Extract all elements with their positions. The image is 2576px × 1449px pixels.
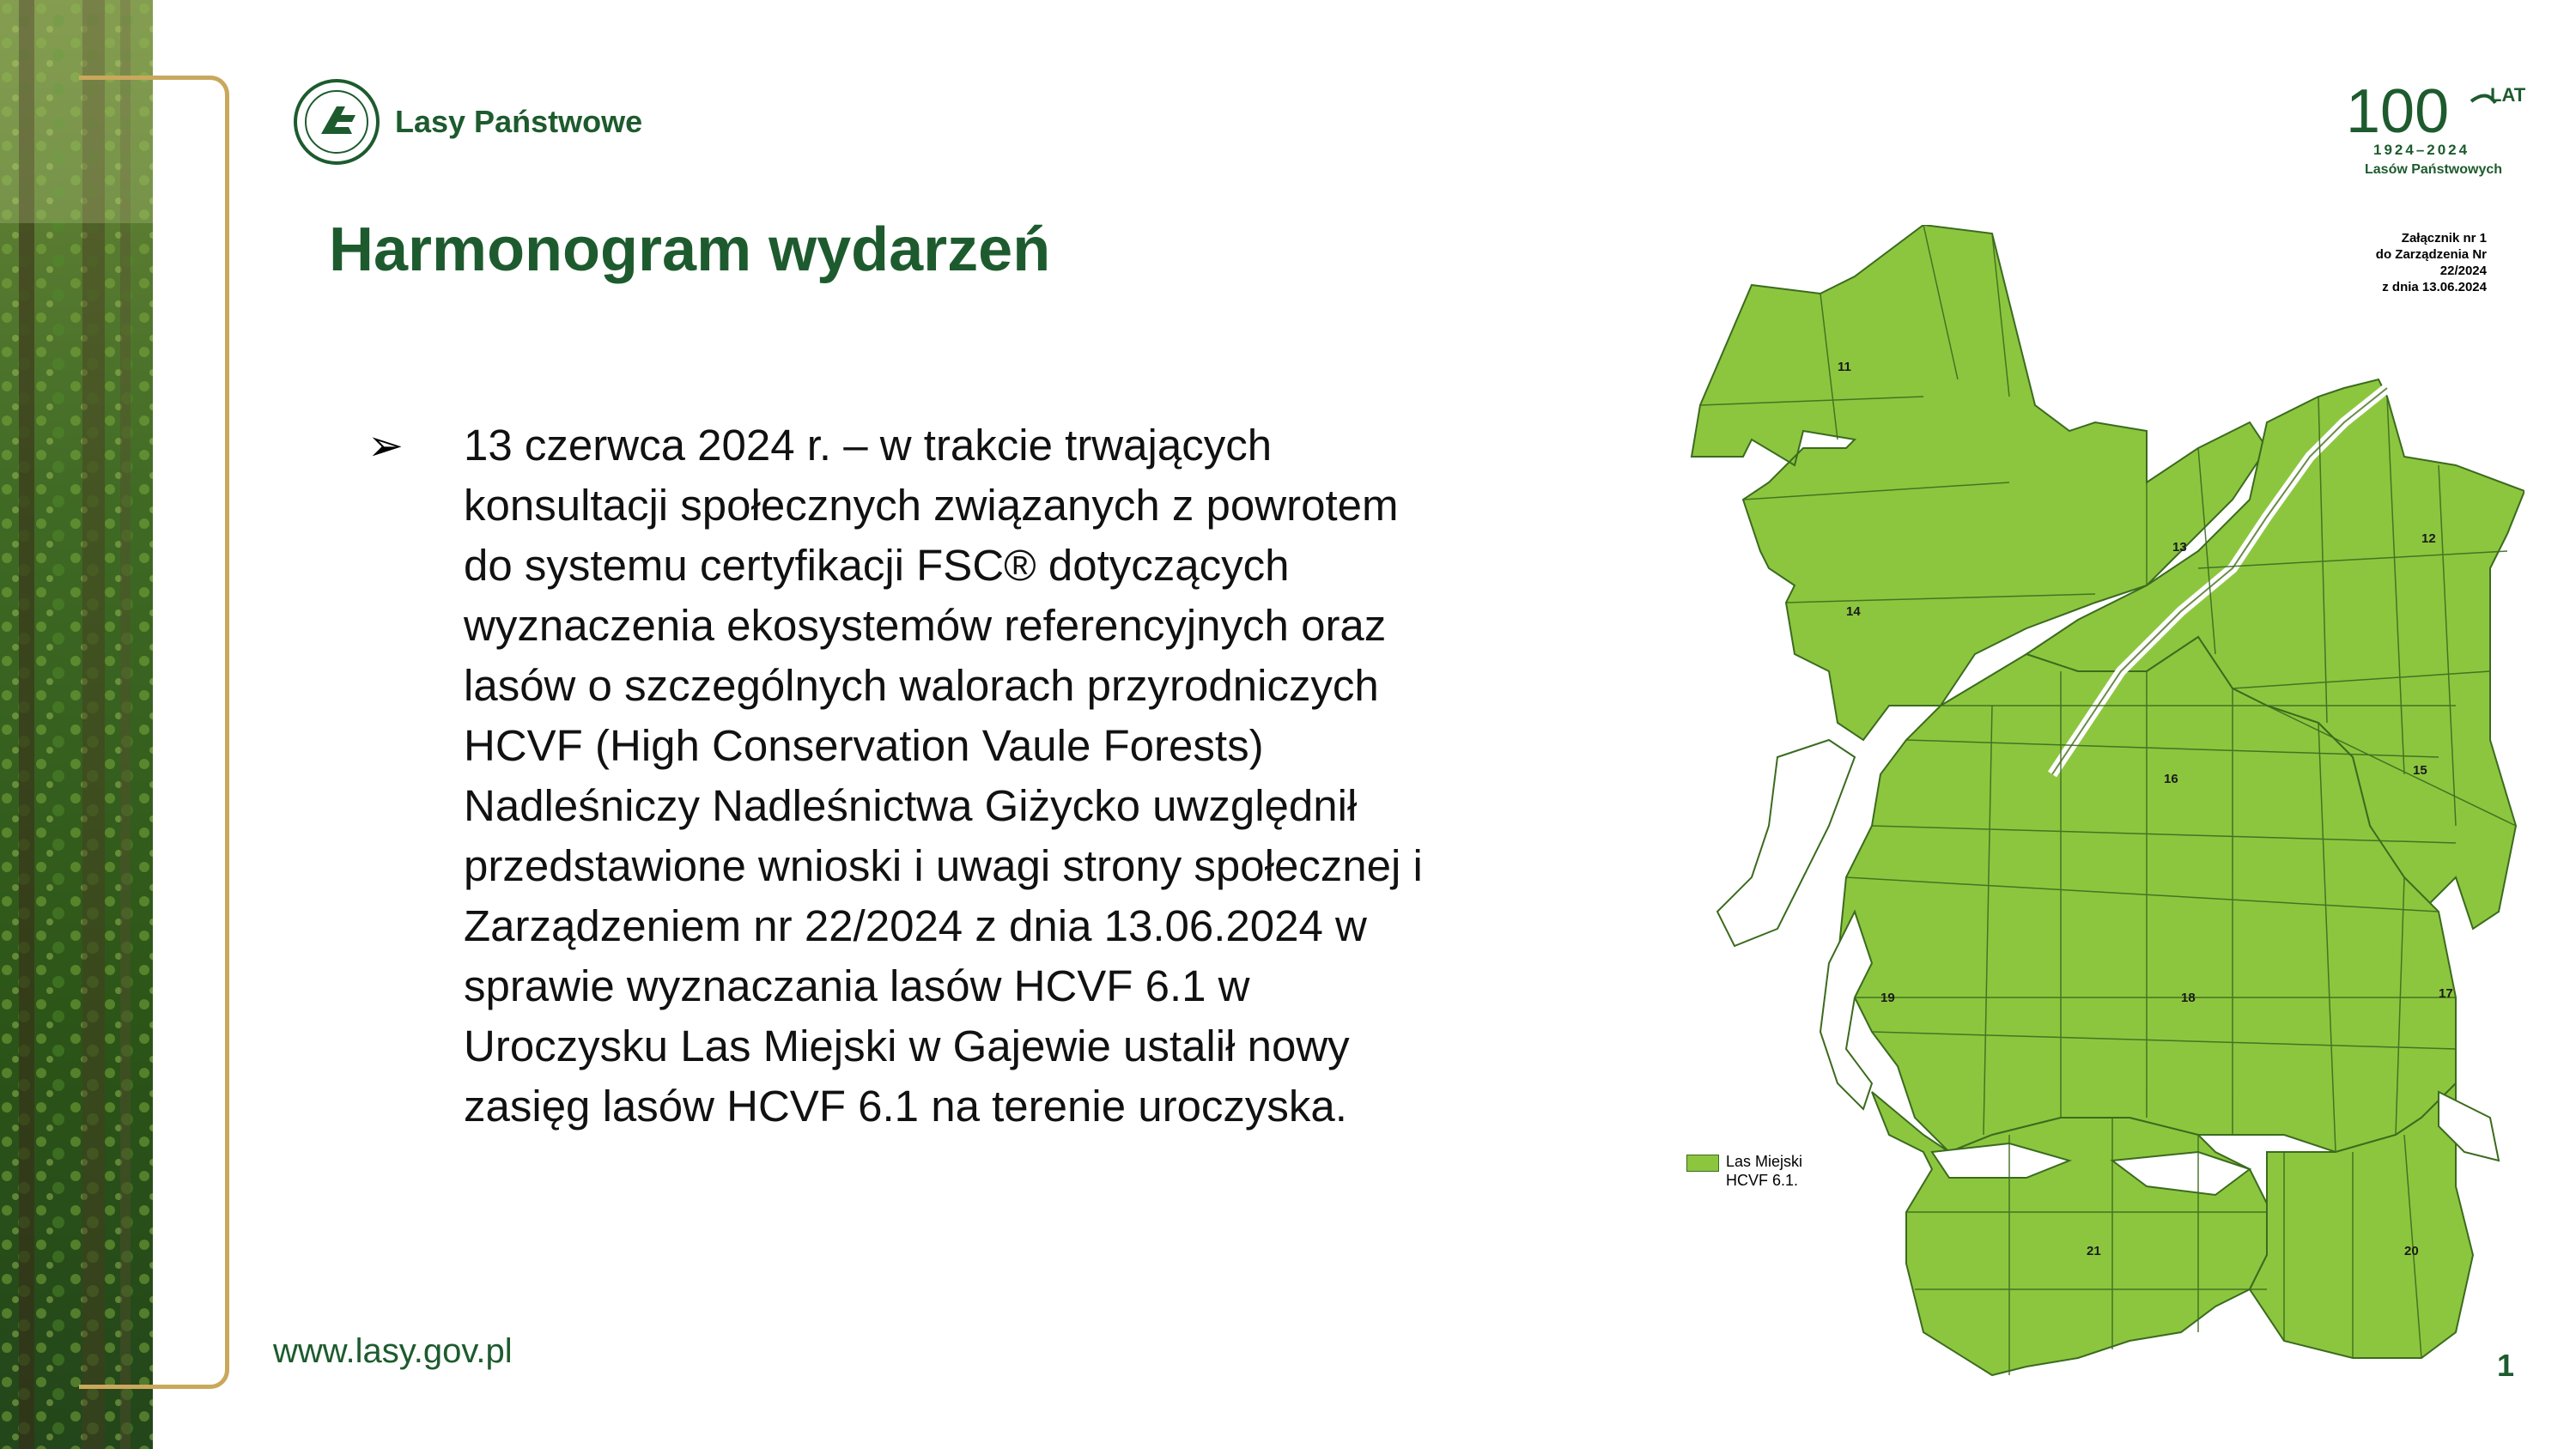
anniversary-years: 1924–2024 [2373, 142, 2470, 158]
anniversary-number: 100 [2346, 77, 2450, 146]
map-compartment-label: 21 [2087, 1244, 2101, 1258]
legend-line-1: Las Miejski [1726, 1153, 1803, 1170]
annex-line-2: do Zarządzenia Nr [2375, 247, 2487, 262]
map-compartment-label: 19 [1880, 991, 1895, 1005]
page-number: 1 [2497, 1348, 2515, 1383]
annex-line-3: 22/2024 [2439, 264, 2487, 278]
map-compartment-label: 13 [2172, 540, 2187, 555]
lasy-panstwowe-logo [292, 77, 642, 167]
page-title: Harmonogram wydarzeń [329, 215, 1051, 284]
map-compartment-label: 20 [2404, 1244, 2419, 1258]
legend-swatch [1686, 1155, 1719, 1172]
lasy-panstwowe-seal-icon [292, 77, 381, 167]
annex-line-4: z dnia 13.06.2024 [2382, 280, 2487, 294]
annex-line-1: Załącznik nr 1 [2401, 231, 2487, 246]
bullet-list-item [368, 415, 1449, 1137]
map-compartment-label: 11 [1838, 360, 1851, 374]
map-compartment-label: 14 [1846, 604, 1861, 619]
org-name: Lasy Państwowe [395, 104, 643, 139]
anniversary-org: Lasów Państwowych [2365, 162, 2503, 177]
map-non-hcvf-area-west [1717, 740, 1855, 946]
event-description: 13 czerwca 2024 r. – w trakcie trwających konsultacji społecznych związanych z powrotem do systemu certyfikacji FSC® dotyczących wyznaczenia ekosystemów referencyjnych oraz lasów o szczególnych walorach przyrodniczych HCVF (High Conservation Vaule Forests) Nadleśniczy Nadleśnictwa Giżycko uwzględnił przedstawione wnioski i uwagi strony społecznej i Zarządzeniem nr 22/2024 z dnia 13.06.2024 w sprawie wyznaczania lasów HCVF 6.1 w Uroczysku Las Miejski w Gajewie ustalił nowy zasięg lasów HCVF 6.1 na terenie uroczyska. [464, 421, 1423, 1131]
map-compartment-label: 15 [2413, 763, 2427, 778]
decorative-gold-frame [79, 76, 229, 1389]
map-compartment-label: 16 [2164, 772, 2178, 786]
anniversary-badge [2342, 77, 2531, 185]
footer-website-link[interactable]: www.lasy.gov.pl [273, 1332, 513, 1370]
legend-line-2: HCVF 6.1. [1726, 1172, 1799, 1189]
hcvf-forest-map [1666, 225, 2524, 1392]
arrow-bullet-icon: ➢ [368, 421, 404, 470]
anniversary-lat: LAT [2490, 84, 2526, 106]
map-legend [1686, 1152, 1802, 1190]
map-compartment-label: 18 [2181, 991, 2196, 1005]
map-compartment-label: 17 [2439, 986, 2453, 1001]
map-compartment-label: 12 [2421, 531, 2436, 546]
